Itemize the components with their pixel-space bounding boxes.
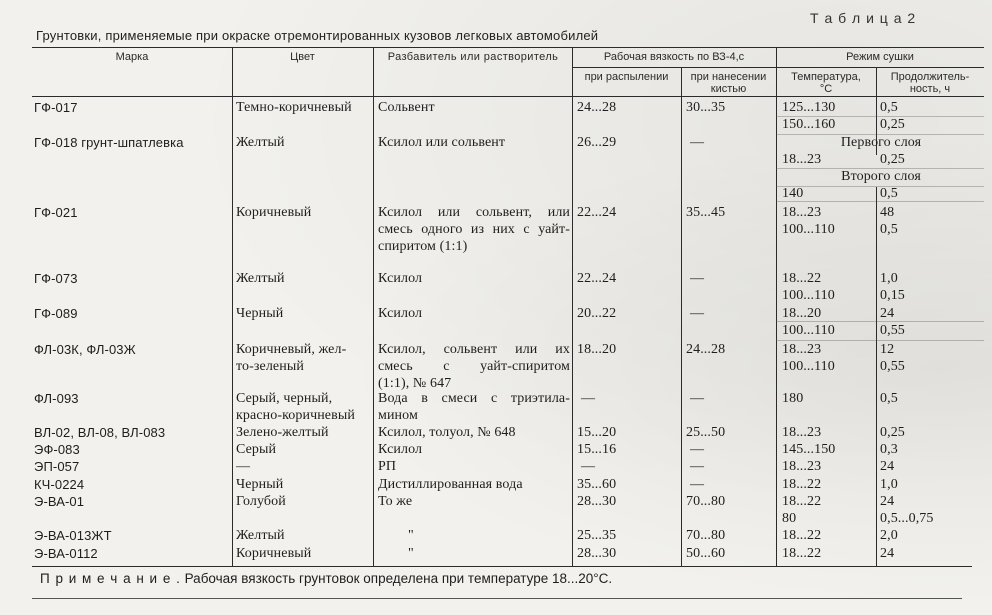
thinner-cell: смесь одного из них с уайт-	[378, 222, 570, 237]
drying-temperature-cell: 18...22	[782, 494, 822, 509]
color-cell: Коричневый, жел-	[236, 342, 347, 357]
drying-temperature-cell: 150...160	[782, 117, 836, 132]
drying-temperature-cell: 18...23	[782, 205, 822, 220]
drying-duration-cell: 0,5	[880, 100, 898, 115]
brand-cell: ЭП-057	[34, 459, 80, 474]
thinner-cell: РП	[378, 459, 397, 474]
brush-viscosity-cell: 25...50	[686, 425, 726, 440]
spray-viscosity-cell: 15...16	[577, 442, 617, 457]
thinner-cell: Ксилол или сольвент	[378, 135, 506, 150]
drying-row-rule	[776, 340, 984, 341]
drying-duration-cell: 0,25	[880, 425, 905, 440]
thinner-cell: Ксилол	[378, 271, 423, 286]
drying-temperature-cell: 18...23	[782, 342, 822, 357]
drying-temperature-cell: 80	[782, 511, 797, 526]
brush-viscosity-cell: 24...28	[686, 342, 726, 357]
note-text: Рабочая вязкость грунтовок определена при температуре 18...20°C.	[184, 571, 613, 586]
thinner-cell: Сольвент	[378, 100, 435, 115]
drying-temperature-cell: 100...110	[782, 359, 835, 374]
brand-cell: ФЛ-03К, ФЛ-03Ж	[34, 342, 136, 357]
spray-viscosity-cell: 26...29	[577, 135, 617, 150]
thinner-cell: (1:1), № 647	[378, 376, 452, 391]
table-top-rule	[32, 47, 984, 48]
brand-cell: Э-ВА-013ЖТ	[34, 528, 112, 543]
brush-viscosity-cell: 70...80	[686, 494, 726, 509]
drying-duration-cell: 0,5	[880, 391, 898, 406]
spray-viscosity-cell: 24...28	[577, 100, 617, 115]
drying-duration-cell: 48	[880, 205, 895, 220]
spray-viscosity-cell: —	[581, 459, 596, 474]
color-cell: —	[236, 459, 251, 474]
col-divider-5	[776, 47, 777, 567]
brush-viscosity-cell: 70...80	[686, 528, 726, 543]
drying-temperature-cell: 100...110	[782, 288, 835, 303]
brand-cell: ФЛ-093	[34, 391, 79, 406]
color-cell: Зелено-желтый	[236, 425, 329, 440]
color-cell: Желтый	[236, 135, 285, 150]
header-viscosity-brush-1: при нанесении	[690, 71, 767, 83]
thinner-cell: мином	[378, 408, 418, 423]
color-cell: Темно-коричневый	[236, 100, 352, 115]
drying-row-rule	[776, 321, 984, 322]
note-label: П р и м е ч а н и е .	[40, 571, 181, 586]
header-viscosity-brush-2: кистью	[710, 83, 747, 95]
drying-temperature-cell: 18...22	[782, 477, 822, 492]
drying-duration-cell: 0,25	[880, 152, 905, 167]
drying-duration-cell: 24	[880, 306, 895, 321]
header-duration-2: ность, ч	[909, 83, 951, 95]
brand-cell: ЭФ-083	[34, 442, 80, 457]
drying-duration-cell: 0,5	[880, 222, 898, 237]
brand-cell: ГФ-018 грунт-шпатлевка	[34, 135, 184, 150]
thinner-cell: "	[408, 546, 414, 561]
color-cell: Коричневый	[236, 205, 312, 220]
thinner-cell: спиритом (1:1)	[378, 239, 468, 254]
brush-viscosity-cell: —	[690, 306, 705, 321]
layer-label: Второго слоя	[841, 169, 921, 184]
drying-temperature-cell: 18...20	[782, 306, 822, 321]
header-brand: Марка	[115, 51, 149, 63]
drying-row-rule	[776, 116, 984, 117]
col-divider-4	[681, 67, 682, 567]
drying-duration-cell: 12	[880, 342, 895, 357]
brand-cell: ВЛ-02, ВЛ-08, ВЛ-083	[34, 425, 166, 440]
layer-label: Первого слоя	[840, 135, 922, 150]
brand-cell: Э-ВА-01	[34, 494, 85, 509]
col-divider-1	[232, 47, 233, 567]
brand-cell: ГФ-073	[34, 271, 78, 286]
brush-viscosity-cell: —	[690, 477, 705, 492]
drying-duration-cell: 0,55	[880, 323, 905, 338]
drying-temperature-cell: 18...23	[782, 152, 822, 167]
header-viscosity-spray: при распылении	[584, 71, 669, 83]
table-bottom-rule	[32, 566, 972, 567]
header-temperature-2: °C	[819, 83, 833, 95]
spray-viscosity-cell: 28...30	[577, 494, 617, 509]
thinner-cell: "	[408, 528, 414, 543]
spray-viscosity-cell: 22...24	[577, 205, 617, 220]
header-duration-1: Продолжитель-	[890, 71, 970, 83]
brush-viscosity-cell: —	[690, 442, 705, 457]
color-cell: Черный	[236, 477, 284, 492]
drying-temperature-cell: 18...22	[782, 528, 822, 543]
drying-duration-cell: 0,15	[880, 288, 905, 303]
brush-viscosity-cell: 30...35	[686, 100, 726, 115]
drying-temperature-cell: 180	[782, 391, 804, 406]
drying-duration-cell: 24	[880, 494, 895, 509]
brush-viscosity-cell: 35...45	[686, 205, 726, 220]
color-cell: Серый, черный,	[236, 391, 333, 406]
drying-duration-cell: 1,0	[880, 271, 898, 286]
brush-viscosity-cell: —	[690, 271, 705, 286]
brand-cell: ГФ-017	[34, 100, 78, 115]
col-divider-2	[373, 47, 374, 567]
drying-temperature-cell: 18...22	[782, 546, 822, 561]
spray-viscosity-cell: 35...60	[577, 477, 617, 492]
brand-cell: КЧ-0224	[34, 477, 85, 492]
header-temperature-1: Температура,	[791, 71, 861, 83]
brush-viscosity-cell: —	[690, 391, 705, 406]
table-number: Т а б л и ц а 2	[810, 10, 917, 26]
drying-temperature-cell: 125...130	[782, 100, 836, 115]
drying-row-rule	[776, 134, 984, 135]
col-divider-3	[572, 47, 573, 567]
thinner-cell: Дистиллированная вода	[378, 477, 523, 492]
header-drying: Режим сушки	[846, 51, 914, 63]
drying-duration-cell: 0,5...0,75	[880, 511, 934, 526]
color-cell: красно-коричневый	[236, 408, 355, 423]
drying-temperature-cell: 18...22	[782, 271, 822, 286]
thinner-cell: Ксилол	[378, 306, 423, 321]
table-note	[40, 571, 612, 586]
header-sub-rule	[572, 67, 984, 68]
drying-temperature-cell: 18...23	[782, 425, 822, 440]
drying-duration-cell: 1,0	[880, 477, 898, 492]
color-cell: то-зеленый	[236, 359, 304, 374]
spray-viscosity-cell: 25...35	[577, 528, 617, 543]
brush-viscosity-cell: —	[690, 459, 705, 474]
color-cell: Желтый	[236, 271, 285, 286]
brand-cell: ГФ-089	[34, 306, 78, 321]
drying-row-rule	[776, 186, 984, 187]
color-cell: Серый	[236, 442, 277, 457]
brand-cell: Э-ВА-0112	[34, 546, 98, 561]
drying-duration-cell: 24	[880, 546, 895, 561]
drying-temperature-cell: 100...110	[782, 323, 835, 338]
spray-viscosity-cell: 20...22	[577, 306, 617, 321]
spray-viscosity-cell: 18...20	[577, 342, 617, 357]
drying-duration-cell: 0,5	[880, 186, 898, 201]
drying-row-rule	[776, 168, 984, 169]
brush-viscosity-cell: —	[690, 135, 705, 150]
drying-temperature-cell: 145...150	[782, 442, 836, 457]
color-cell: Желтый	[236, 528, 285, 543]
thinner-cell: Ксилол, толуол, № 648	[378, 425, 516, 440]
thinner-cell: смесь с уайт-спиритом	[378, 359, 570, 374]
thinner-cell: Ксилол или сольвент, или	[378, 205, 570, 220]
header-thinner: Разбавитель или растворитель	[387, 51, 559, 63]
drying-duration-cell: 0,25	[880, 117, 905, 132]
spray-viscosity-cell: 22...24	[577, 271, 617, 286]
drying-duration-cell: 24	[880, 459, 895, 474]
page-bottom-rule	[32, 598, 962, 599]
thinner-cell: Ксилол, сольвент или их	[378, 342, 570, 357]
spray-viscosity-cell: 15...20	[577, 425, 617, 440]
header-color: Цвет	[290, 51, 315, 63]
thinner-cell: Вода в смеси с триэтила-	[378, 391, 570, 406]
drying-duration-cell: 0,3	[880, 442, 898, 457]
color-cell: Коричневый	[236, 546, 312, 561]
col-divider-6b	[876, 187, 877, 567]
drying-temperature-cell: 18...23	[782, 459, 822, 474]
drying-temperature-cell: 100...110	[782, 222, 835, 237]
thinner-cell: То же	[378, 494, 413, 509]
thinner-cell: Ксилол	[378, 442, 423, 457]
spray-viscosity-cell: —	[581, 391, 596, 406]
drying-temperature-cell: 140	[782, 186, 804, 201]
color-cell: Голубой	[236, 494, 286, 509]
brush-viscosity-cell: 50...60	[686, 546, 726, 561]
drying-duration-cell: 0,55	[880, 359, 905, 374]
color-cell: Черный	[236, 306, 284, 321]
drying-duration-cell: 2,0	[880, 528, 898, 543]
table-caption: Грунтовки, применяемые при окраске отремонтированных кузовов легковых автомобилей	[36, 28, 599, 43]
header-bottom-rule	[32, 96, 984, 97]
header-viscosity: Рабочая вязкость по ВЗ-4,с	[603, 51, 745, 63]
brand-cell: ГФ-021	[34, 205, 78, 220]
drying-row-rule	[776, 201, 984, 202]
spray-viscosity-cell: 28...30	[577, 546, 617, 561]
